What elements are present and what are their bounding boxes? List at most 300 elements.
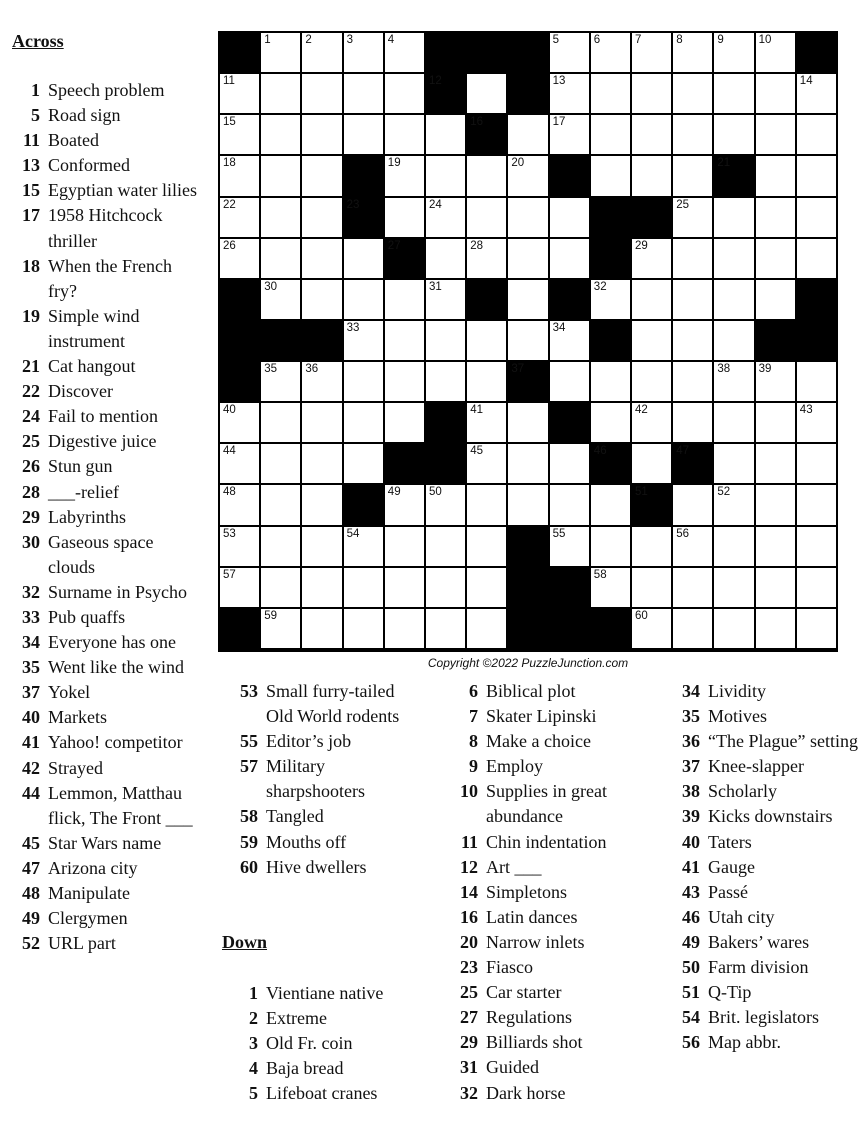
cell-number: 33: [346, 321, 360, 334]
grid-cell[interactable]: [261, 280, 300, 319]
grid-cell[interactable]: [756, 156, 795, 195]
clue-item: [670, 955, 860, 980]
grid-cell[interactable]: [714, 33, 753, 72]
grid-cell[interactable]: [673, 362, 712, 401]
grid-cell[interactable]: [302, 568, 341, 607]
grid-cell[interactable]: [550, 444, 589, 483]
grid-cell[interactable]: [385, 156, 424, 195]
grid-cell[interactable]: [756, 609, 795, 648]
grid-cell[interactable]: [673, 156, 712, 195]
grid-cell[interactable]: [591, 568, 630, 607]
grid-cell[interactable]: [344, 280, 383, 319]
clue-number: 48: [22, 883, 40, 903]
grid-cell[interactable]: [385, 527, 424, 566]
grid-cell[interactable]: [673, 403, 712, 442]
grid-cell[interactable]: [756, 568, 795, 607]
clue-item: [14, 605, 204, 630]
clue-number: 60: [240, 856, 258, 877]
clue-item: [670, 980, 860, 1005]
grid-cell[interactable]: [550, 198, 589, 237]
grid-cell[interactable]: [756, 362, 795, 401]
grid-cell[interactable]: [673, 485, 712, 524]
grid-cell[interactable]: [508, 239, 547, 278]
grid-cell[interactable]: [220, 115, 259, 154]
grid-cell[interactable]: [508, 198, 547, 237]
grid-cell[interactable]: [261, 485, 300, 524]
grid-cell[interactable]: [797, 198, 836, 237]
clue-text: Yokel: [48, 682, 91, 703]
grid-cell[interactable]: [756, 198, 795, 237]
grid-cell[interactable]: [344, 115, 383, 154]
grid-cell[interactable]: [632, 115, 671, 154]
grid-cell[interactable]: [673, 198, 712, 237]
grid-cell[interactable]: [261, 74, 300, 113]
black-square: [344, 156, 383, 195]
grid-cell[interactable]: [261, 568, 300, 607]
clue-text: Bakers’ wares: [708, 931, 810, 952]
grid-cell[interactable]: [591, 74, 630, 113]
grid-cell[interactable]: [426, 527, 465, 566]
cell-number: 14: [799, 75, 813, 88]
grid-cell[interactable]: [467, 74, 506, 113]
grid-cell[interactable]: [467, 485, 506, 524]
cell-number: 32: [593, 280, 607, 293]
grid-cell[interactable]: [632, 33, 671, 72]
grid-cell[interactable]: [261, 33, 300, 72]
grid-cell[interactable]: [550, 485, 589, 524]
grid-cell[interactable]: [344, 527, 383, 566]
clue-text: Lemmon, Matthau flick, The Front ___: [48, 782, 193, 828]
grid-cell[interactable]: [591, 527, 630, 566]
grid-cell[interactable]: [385, 198, 424, 237]
grid-cell[interactable]: [797, 609, 836, 648]
clue-item: [444, 779, 644, 829]
grid-cell[interactable]: [673, 115, 712, 154]
grid-cell[interactable]: [261, 527, 300, 566]
clue-text: Stun gun: [48, 456, 113, 477]
grid-cell[interactable]: [467, 362, 506, 401]
clue-item: [14, 881, 204, 906]
grid-cell[interactable]: [220, 74, 259, 113]
grid-cell[interactable]: [385, 280, 424, 319]
clue-text: Vientiane native: [266, 983, 384, 1003]
grid-cell[interactable]: [426, 568, 465, 607]
cell-number: 21: [717, 157, 731, 170]
clue-item: [670, 930, 860, 955]
grid-cell[interactable]: [302, 156, 341, 195]
grid-cell[interactable]: [467, 156, 506, 195]
grid-cell[interactable]: [591, 403, 630, 442]
grid-cell[interactable]: [797, 156, 836, 195]
grid-cell[interactable]: [632, 403, 671, 442]
clue-number: 32: [22, 581, 40, 602]
clue-number: 49: [682, 931, 700, 952]
clue-number: 17: [22, 205, 40, 226]
clue-text: Make a choice: [486, 731, 591, 752]
clue-number: 37: [22, 682, 40, 703]
clue-item: [444, 1030, 644, 1055]
grid-cell[interactable]: [508, 403, 547, 442]
clue-item: [670, 754, 860, 779]
grid-cell[interactable]: [632, 609, 671, 648]
clue-item: [14, 404, 204, 429]
black-square: [797, 321, 836, 360]
black-square: [673, 444, 712, 483]
clue-item: [14, 304, 204, 354]
grid-cell[interactable]: [756, 485, 795, 524]
grid-cell[interactable]: [550, 321, 589, 360]
clue-text: Lifeboat cranes: [266, 1083, 378, 1104]
grid-cell[interactable]: [344, 74, 383, 113]
grid-cell[interactable]: [467, 403, 506, 442]
grid-cell[interactable]: [344, 609, 383, 648]
clue-item: [670, 779, 860, 804]
grid-cell[interactable]: [426, 239, 465, 278]
grid-cell[interactable]: [344, 568, 383, 607]
grid-cell[interactable]: [756, 403, 795, 442]
grid-cell[interactable]: [673, 239, 712, 278]
black-square: [591, 609, 630, 648]
grid-cell[interactable]: [508, 321, 547, 360]
grid-cell[interactable]: [714, 280, 753, 319]
grid-cell[interactable]: [302, 444, 341, 483]
clue-text: Tangled: [266, 806, 324, 827]
grid-cell[interactable]: [385, 74, 424, 113]
cell-number: 18: [223, 157, 236, 170]
grid-cell[interactable]: [467, 527, 506, 566]
grid-cell[interactable]: [632, 444, 671, 483]
grid-cell[interactable]: [673, 527, 712, 566]
clue-text: Military sharpshooters: [266, 756, 365, 802]
grid-cell[interactable]: [714, 239, 753, 278]
grid-cell[interactable]: [714, 362, 753, 401]
black-square: [508, 362, 547, 401]
grid-cell[interactable]: [632, 280, 671, 319]
black-square: [508, 568, 547, 607]
grid-cell[interactable]: [302, 198, 341, 237]
grid-cell[interactable]: [220, 403, 259, 442]
grid-cell[interactable]: [302, 609, 341, 648]
clue-number: 21: [22, 356, 40, 377]
clue-text: Passé: [708, 881, 748, 902]
grid-cell[interactable]: [797, 568, 836, 607]
grid-cell[interactable]: [797, 527, 836, 566]
grid-cell[interactable]: [797, 485, 836, 524]
clue-number: 59: [240, 831, 258, 852]
cell-number: 35: [264, 363, 277, 376]
black-square: [426, 444, 465, 483]
cell-number: 37: [511, 363, 525, 376]
clue-number: 6: [469, 681, 478, 701]
grid-cell[interactable]: [467, 568, 506, 607]
grid-cell[interactable]: [385, 568, 424, 607]
clue-text: Farm division: [708, 957, 809, 978]
grid-cell[interactable]: [302, 33, 341, 72]
cell-number: 9: [717, 34, 724, 46]
grid-cell[interactable]: [302, 115, 341, 154]
grid-cell[interactable]: [756, 527, 795, 566]
grid-cell[interactable]: [673, 321, 712, 360]
grid-cell[interactable]: [302, 74, 341, 113]
grid-cell[interactable]: [756, 74, 795, 113]
cell-number: 27: [387, 239, 401, 252]
clue-text: Egyptian water lilies: [48, 180, 197, 201]
clue-text: Brit. legislators: [708, 1007, 819, 1028]
grid-cell[interactable]: [714, 444, 753, 483]
black-square: [467, 33, 506, 72]
clue-number: 33: [22, 606, 40, 627]
cell-number: 22: [223, 198, 236, 211]
grid-cell[interactable]: [302, 239, 341, 278]
grid-cell[interactable]: [426, 609, 465, 648]
grid-cell[interactable]: [591, 362, 630, 401]
grid-cell[interactable]: [344, 239, 383, 278]
clue-item: [14, 480, 204, 505]
grid-cell[interactable]: [756, 239, 795, 278]
grid-cell[interactable]: [261, 362, 300, 401]
grid-cell[interactable]: [673, 33, 712, 72]
black-square: [550, 609, 589, 648]
grid-cell[interactable]: [673, 280, 712, 319]
clue-text: Latin dances: [486, 906, 578, 927]
grid-cell[interactable]: [797, 362, 836, 401]
grid-cell[interactable]: [591, 280, 630, 319]
grid-cell[interactable]: [344, 33, 383, 72]
grid-cell[interactable]: [508, 444, 547, 483]
grid-cell[interactable]: [220, 444, 259, 483]
clue-number: 4: [249, 1058, 258, 1079]
grid-cell[interactable]: [385, 362, 424, 401]
grid-cell[interactable]: [550, 74, 589, 113]
grid-cell[interactable]: [550, 33, 589, 72]
grid-cell[interactable]: [508, 280, 547, 319]
grid-cell[interactable]: [714, 609, 753, 648]
grid-cell[interactable]: [714, 568, 753, 607]
grid-cell[interactable]: [261, 403, 300, 442]
clue-number: 34: [22, 632, 40, 653]
clue-text: Yahoo! competitor: [48, 732, 183, 753]
clue-number: 32: [460, 1082, 478, 1103]
grid-cell[interactable]: [220, 239, 259, 278]
grid-cell[interactable]: [797, 444, 836, 483]
black-square: [714, 156, 753, 195]
clue-item: [222, 1031, 422, 1056]
grid-cell[interactable]: [220, 485, 259, 524]
grid-cell[interactable]: [385, 609, 424, 648]
grid-cell[interactable]: [591, 156, 630, 195]
grid-cell[interactable]: [261, 198, 300, 237]
grid-cell[interactable]: [220, 568, 259, 607]
grid-cell[interactable]: [508, 115, 547, 154]
clue-item: [14, 630, 204, 655]
grid-cell[interactable]: [302, 403, 341, 442]
grid-cell[interactable]: [385, 321, 424, 360]
grid-cell[interactable]: [797, 403, 836, 442]
clue-number: 8: [469, 731, 478, 752]
grid-cell[interactable]: [302, 280, 341, 319]
grid-cell[interactable]: [550, 362, 589, 401]
down-clues-column-2: [444, 679, 644, 1106]
grid-cell[interactable]: [591, 485, 630, 524]
clue-number: 39: [682, 806, 700, 827]
clue-item: [222, 855, 422, 880]
grid-cell[interactable]: [673, 74, 712, 113]
clue-item: [14, 680, 204, 705]
clue-item: [14, 655, 204, 680]
cell-number: 28: [470, 239, 483, 252]
clue-item: [14, 781, 204, 831]
grid-cell[interactable]: [632, 568, 671, 607]
grid-cell[interactable]: [508, 485, 547, 524]
grid-cell[interactable]: [550, 115, 589, 154]
clue-item: [444, 679, 644, 704]
clue-text: Scholarly: [708, 781, 777, 802]
grid-cell[interactable]: [426, 198, 465, 237]
clue-item: [222, 981, 422, 1006]
grid-cell[interactable]: [261, 239, 300, 278]
grid-cell[interactable]: [632, 321, 671, 360]
grid-cell[interactable]: [220, 198, 259, 237]
clue-item: [670, 804, 860, 829]
clue-number: 40: [22, 707, 40, 728]
grid-cell[interactable]: [714, 198, 753, 237]
clue-text: Markets: [48, 707, 107, 728]
grid-cell[interactable]: [344, 444, 383, 483]
grid-cell[interactable]: [344, 403, 383, 442]
grid-cell[interactable]: [467, 239, 506, 278]
grid-cell[interactable]: [261, 609, 300, 648]
grid-cell[interactable]: [302, 485, 341, 524]
clue-number: 5: [249, 1083, 258, 1104]
clue-number: 49: [22, 908, 40, 929]
black-square: [508, 527, 547, 566]
grid-cell[interactable]: [714, 527, 753, 566]
grid-cell[interactable]: [714, 115, 753, 154]
clue-text: Editor’s job: [266, 731, 352, 752]
cell-number: 24: [429, 198, 442, 211]
cell-number: 8: [676, 34, 683, 46]
cell-number: 43: [799, 404, 813, 417]
grid-cell[interactable]: [426, 485, 465, 524]
clue-text: Pub quaffs: [48, 606, 126, 627]
clue-text: When the French fry?: [48, 255, 172, 301]
grid-cell[interactable]: [756, 280, 795, 319]
clue-number: 31: [460, 1057, 478, 1078]
grid-cell[interactable]: [302, 527, 341, 566]
cell-number: 4: [387, 34, 395, 46]
down-heading: Down: [222, 932, 268, 952]
grid-cell[interactable]: [385, 33, 424, 72]
cell-number: 11: [223, 75, 235, 88]
grid-cell[interactable]: [385, 115, 424, 154]
grid-cell[interactable]: [632, 362, 671, 401]
grid-cell[interactable]: [632, 74, 671, 113]
black-square: [385, 444, 424, 483]
clue-item: [14, 505, 204, 530]
grid-cell[interactable]: [426, 321, 465, 360]
grid-cell[interactable]: [261, 115, 300, 154]
grid-cell[interactable]: [220, 527, 259, 566]
clue-text: Baja bread: [266, 1058, 344, 1079]
grid-cell[interactable]: [673, 609, 712, 648]
clue-text: Discover: [48, 381, 113, 402]
grid-cell[interactable]: [467, 198, 506, 237]
grid-cell[interactable]: [550, 527, 589, 566]
clue-number: 47: [22, 857, 40, 878]
clue-item: [670, 679, 860, 704]
grid-cell[interactable]: [632, 239, 671, 278]
clue-number: 35: [682, 706, 700, 727]
grid-cell[interactable]: [426, 362, 465, 401]
grid-cell[interactable]: [467, 321, 506, 360]
grid-cell[interactable]: [632, 527, 671, 566]
grid-cell[interactable]: [756, 115, 795, 154]
grid-cell[interactable]: [714, 321, 753, 360]
clue-number: 41: [682, 856, 700, 877]
clue-text: Biblical plot: [486, 681, 576, 701]
grid-cell[interactable]: [756, 33, 795, 72]
clue-number: 50: [682, 957, 700, 978]
grid-cell[interactable]: [591, 115, 630, 154]
grid-cell[interactable]: [426, 280, 465, 319]
grid-cell[interactable]: [426, 115, 465, 154]
grid-cell[interactable]: [261, 156, 300, 195]
grid-cell[interactable]: [344, 362, 383, 401]
clue-number: 30: [22, 531, 40, 552]
grid-cell[interactable]: [714, 403, 753, 442]
black-square: [508, 609, 547, 648]
grid-cell[interactable]: [261, 444, 300, 483]
grid-cell[interactable]: [673, 568, 712, 607]
clue-number: 12: [460, 856, 478, 877]
grid-cell[interactable]: [220, 156, 259, 195]
grid-cell[interactable]: [797, 239, 836, 278]
grid-cell[interactable]: [632, 156, 671, 195]
clue-number: 13: [22, 155, 40, 176]
clue-text: Arizona city: [48, 857, 138, 878]
clue-number: 29: [460, 1032, 478, 1053]
grid-cell[interactable]: [385, 485, 424, 524]
grid-cell[interactable]: [797, 115, 836, 154]
clue-number: 56: [682, 1032, 700, 1053]
grid-cell[interactable]: [302, 362, 341, 401]
grid-cell[interactable]: [714, 74, 753, 113]
grid-cell[interactable]: [714, 485, 753, 524]
grid-cell[interactable]: [550, 239, 589, 278]
grid-cell[interactable]: [385, 403, 424, 442]
grid-cell[interactable]: [467, 444, 506, 483]
grid-cell[interactable]: [591, 33, 630, 72]
down-clues-column-3: [670, 679, 860, 1055]
grid-cell[interactable]: [797, 74, 836, 113]
clue-text: “The Plague” setting: [708, 731, 858, 752]
grid-cell[interactable]: [756, 444, 795, 483]
clue-item: [14, 730, 204, 755]
black-square: [426, 403, 465, 442]
grid-cell[interactable]: [426, 156, 465, 195]
cell-number: 44: [223, 445, 236, 458]
clue-number: 24: [22, 406, 40, 427]
crossword-grid[interactable]: [218, 31, 838, 652]
clue-number: 11: [460, 831, 478, 852]
clue-item: [14, 153, 204, 178]
clue-text: Cat hangout: [48, 356, 136, 377]
grid-cell[interactable]: [344, 321, 383, 360]
clue-number: 36: [682, 731, 700, 752]
grid-cell[interactable]: [467, 609, 506, 648]
clue-item: [14, 831, 204, 856]
grid-cell[interactable]: [508, 156, 547, 195]
